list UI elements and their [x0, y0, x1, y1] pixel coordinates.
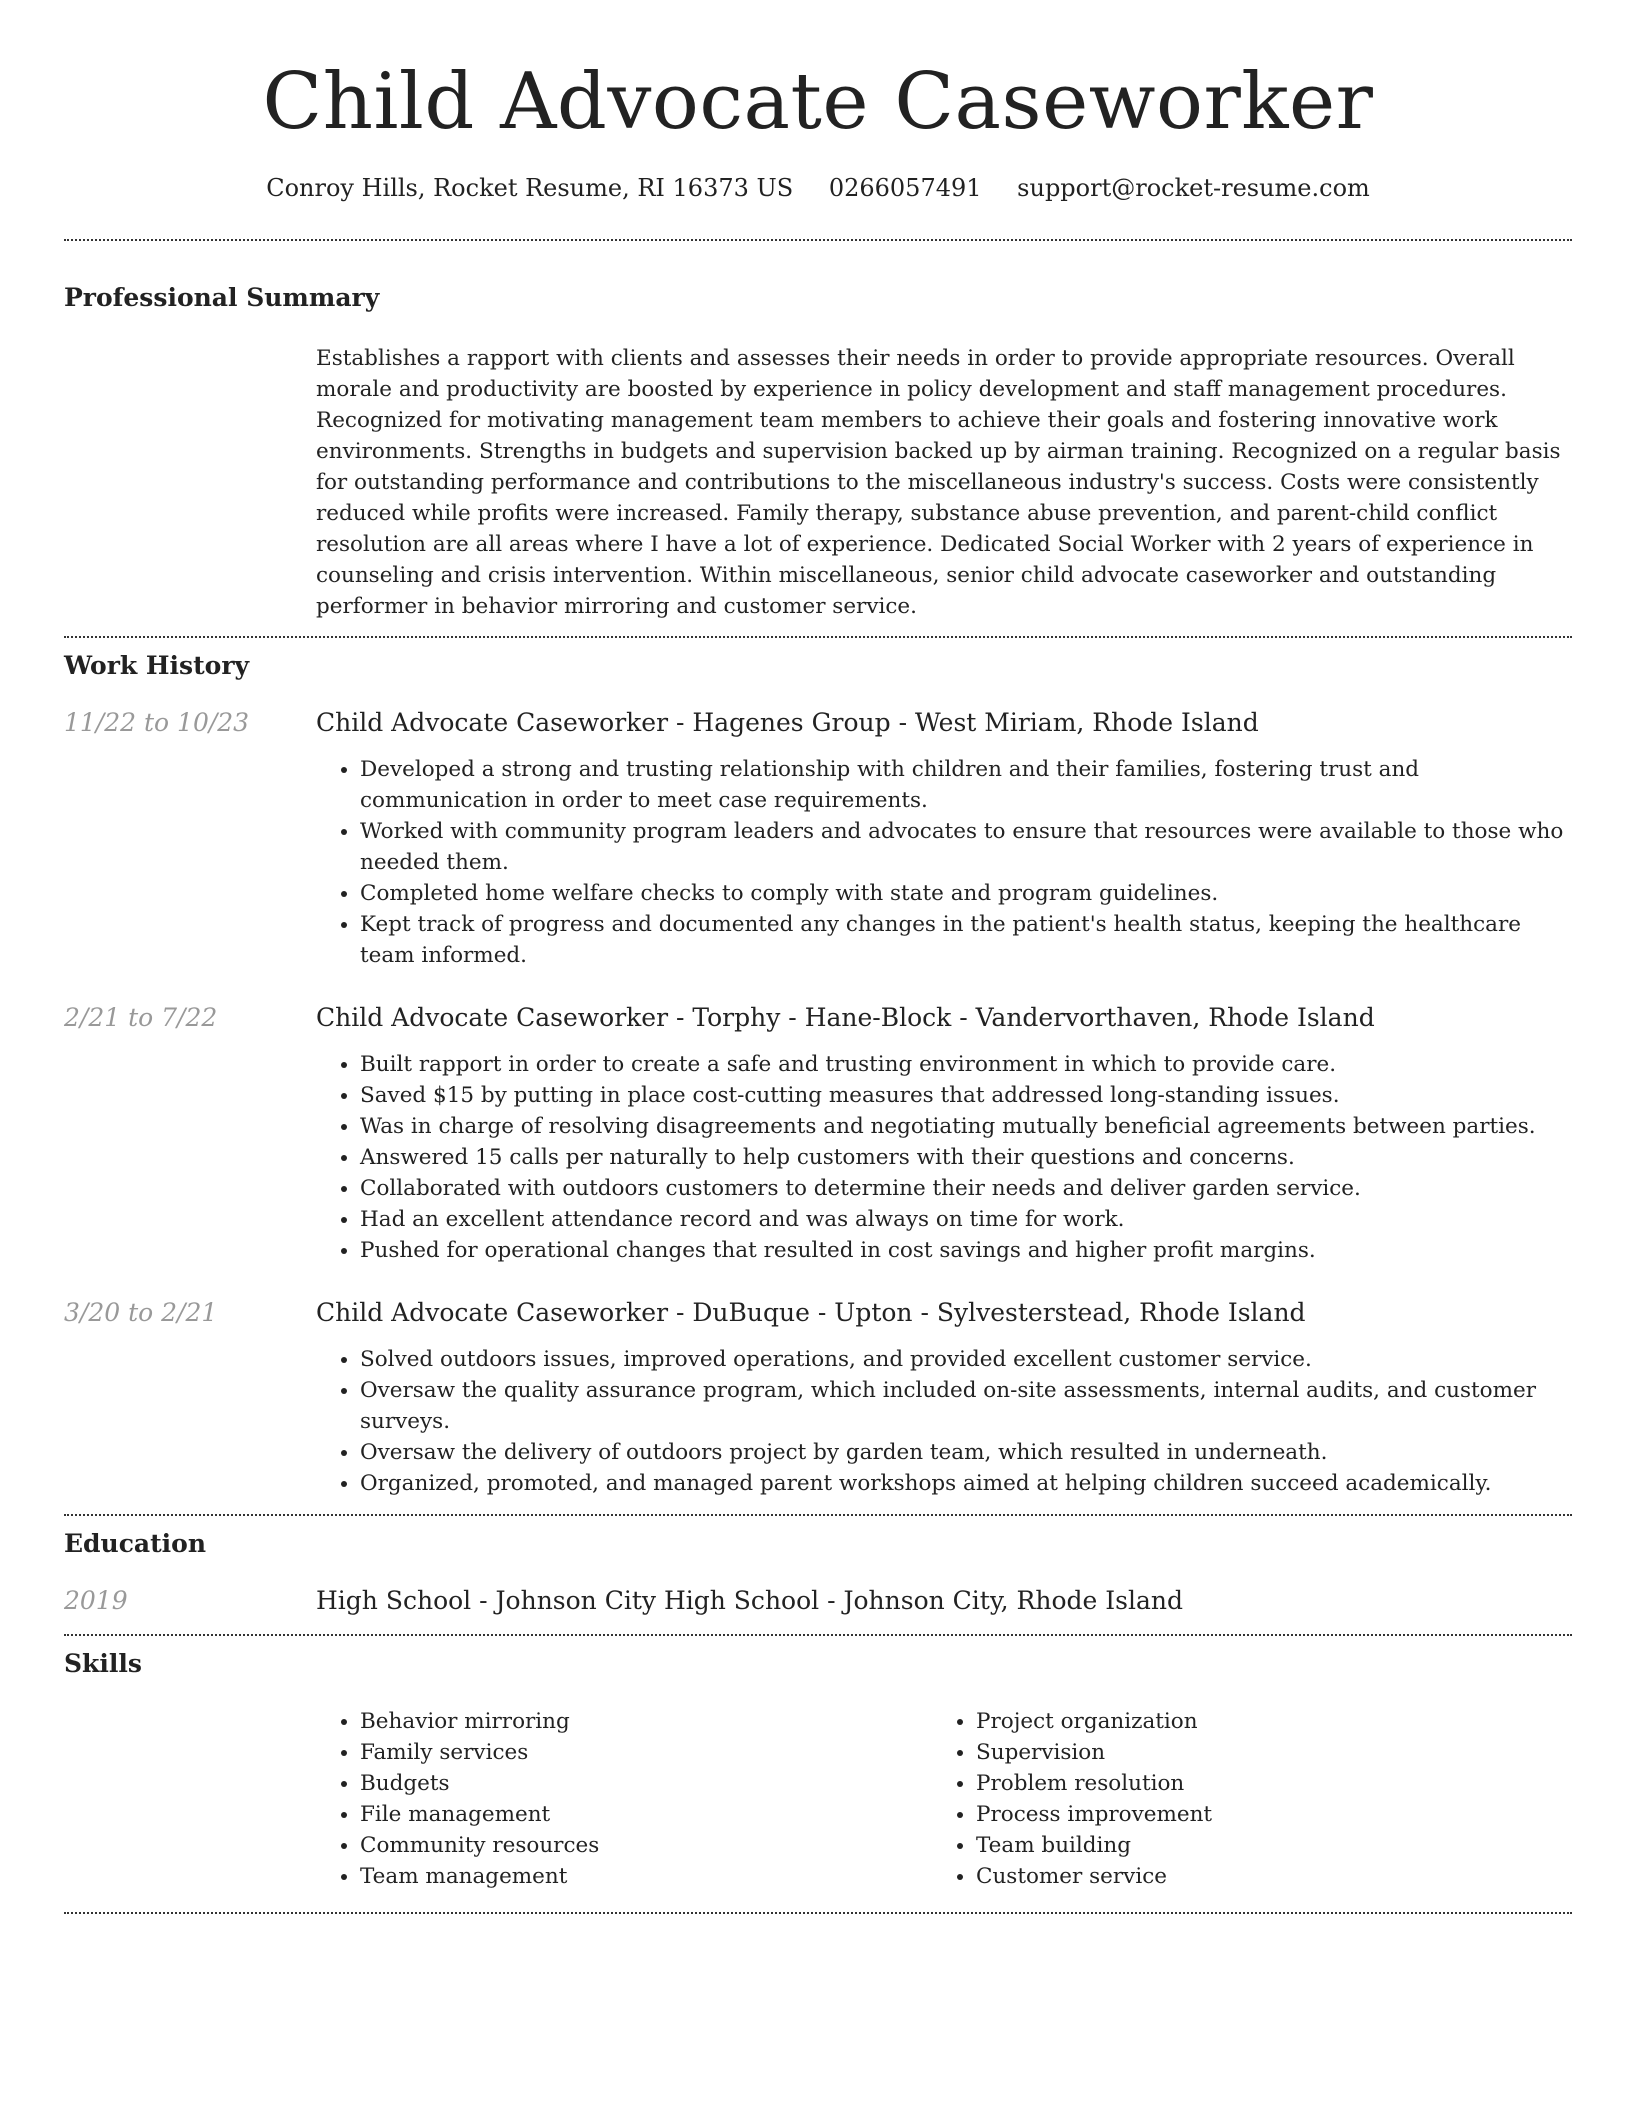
job-dates: 2/21 to 7/22 [64, 1003, 218, 1032]
divider [64, 1634, 1572, 1636]
job-bullet: • Oversaw the quality assurance program, which included on-site assessments, internal audits, and customer surveys. [360, 1375, 1572, 1437]
job-bullet: • Kept track of progress and documented any changes in the patient's health status, keeping the healthcare team informed. [360, 909, 1572, 971]
skill-item: • Problem resolution [976, 1768, 1548, 1799]
skills-list-left [316, 1706, 932, 1892]
skill-item: • Team building [976, 1830, 1548, 1861]
job-bullet: • Oversaw the delivery of outdoors project by garden team, which resulted in underneath. [360, 1437, 1572, 1468]
skills-heading: Skills [64, 1649, 142, 1678]
skill-item: • Family services [360, 1737, 932, 1768]
job-bullet: • Saved $15 by putting in place cost-cutting measures that addressed long-standing issues. [360, 1080, 1572, 1111]
job-bullet: • Solved outdoors issues, improved operations, and provided excellent customer service. [360, 1344, 1572, 1375]
resume-page [64, 0, 1572, 1914]
skill-item: • Process improvement [976, 1799, 1548, 1830]
job-bullet: • Developed a strong and trusting relationship with children and their families, fostering trust and communication in order to meet case requirements. [360, 754, 1572, 816]
job-bullets [316, 754, 1572, 971]
summary-text: Establishes a rapport with clients and assesses their needs in order to provide appropriate resources. Overall morale and productivity are boosted by experience in policy development and staff management procedures. Recognized for motivating management team members to achieve their goals and fostering innovative work environments. Strengths in budgets and supervision backed up by airman training. Recognized on a regular basis for outstanding performance and contributions to the miscellaneous industry's success. Costs were consistently reduced while profits were increased. Family therapy, substance abuse prevention, and parent-child conflict resolution are all areas where I have a lot of experience. Dedicated Social Worker with 2 years of experience in counseling and crisis intervention. Within miscellaneous, senior child advocate caseworker and outstanding performer in behavior mirroring and customer service. [316, 346, 1561, 619]
job-title: Child Advocate Caseworker - Torphy - Hane-Block - Vandervorthaven, Rhode Island [316, 1003, 1375, 1032]
divider [64, 1514, 1572, 1516]
work-history-heading: Work History [64, 651, 250, 680]
job-bullet: • Had an excellent attendance record and was always on time for work. [360, 1204, 1572, 1235]
job-bullet: • Worked with community program leaders and advocates to ensure that resources were available to those who needed them. [360, 816, 1572, 878]
job-title: Child Advocate Caseworker - DuBuque - Upton - Sylvesterstead, Rhode Island [316, 1298, 1306, 1327]
job-bullet: • Answered 15 calls per naturally to help customers with their questions and concerns. [360, 1142, 1572, 1173]
job-bullet: • Was in charge of resolving disagreements and negotiating mutually beneficial agreements between parties. [360, 1111, 1572, 1142]
job-dates: 11/22 to 10/23 [64, 708, 250, 737]
summary-heading: Professional Summary [64, 283, 380, 312]
job-bullet: • Completed home welfare checks to comply with state and program guidelines. [360, 878, 1572, 909]
job-entry [64, 1296, 1572, 1499]
skill-item: • File management [360, 1799, 932, 1830]
divider [64, 239, 1572, 241]
skill-item: • Team management [360, 1861, 932, 1892]
education-heading: Education [64, 1529, 207, 1558]
job-entry [64, 706, 1572, 971]
skill-item: • Budgets [360, 1768, 932, 1799]
job-bullet: • Collaborated with outdoors customers to determine their needs and deliver garden service. [360, 1173, 1572, 1204]
job-bullets [316, 1344, 1572, 1499]
education-year: 2019 [64, 1586, 128, 1615]
job-entry [64, 1001, 1572, 1266]
skill-item: • Supervision [976, 1737, 1548, 1768]
skill-item: • Customer service [976, 1861, 1548, 1892]
education-entry [64, 1584, 1572, 1618]
job-bullets [316, 1049, 1572, 1266]
education-title: High School - Johnson City High School - Johnson City, Rhode Island [316, 1586, 1183, 1615]
job-bullet: • Built rapport in order to create a safe and trusting environment in which to provide care. [360, 1049, 1572, 1080]
job-title: Child Advocate Caseworker - Hagenes Group - West Miriam, Rhode Island [316, 708, 1259, 737]
job-bullet: • Pushed for operational changes that resulted in cost savings and higher profit margins. [360, 1235, 1572, 1266]
resume-name: Child Advocate Caseworker [262, 57, 1374, 147]
divider [64, 636, 1572, 638]
divider [64, 1912, 1572, 1914]
job-dates: 3/20 to 2/21 [64, 1298, 218, 1327]
skill-item: • Community resources [360, 1830, 932, 1861]
contact-email: support@rocket-resume.com [1017, 174, 1370, 202]
skill-item: • Behavior mirroring [360, 1706, 932, 1737]
skills-columns [316, 1706, 1572, 1892]
job-bullet: • Organized, promoted, and managed parent workshops aimed at helping children succeed academically. [360, 1468, 1572, 1499]
skill-item: • Project organization [976, 1706, 1548, 1737]
skills-list-right [932, 1706, 1548, 1892]
contact-line [64, 172, 1572, 204]
contact-address: Conroy Hills, Rocket Resume, RI 16373 US [266, 174, 794, 202]
contact-phone: 0266057491 [828, 174, 982, 202]
